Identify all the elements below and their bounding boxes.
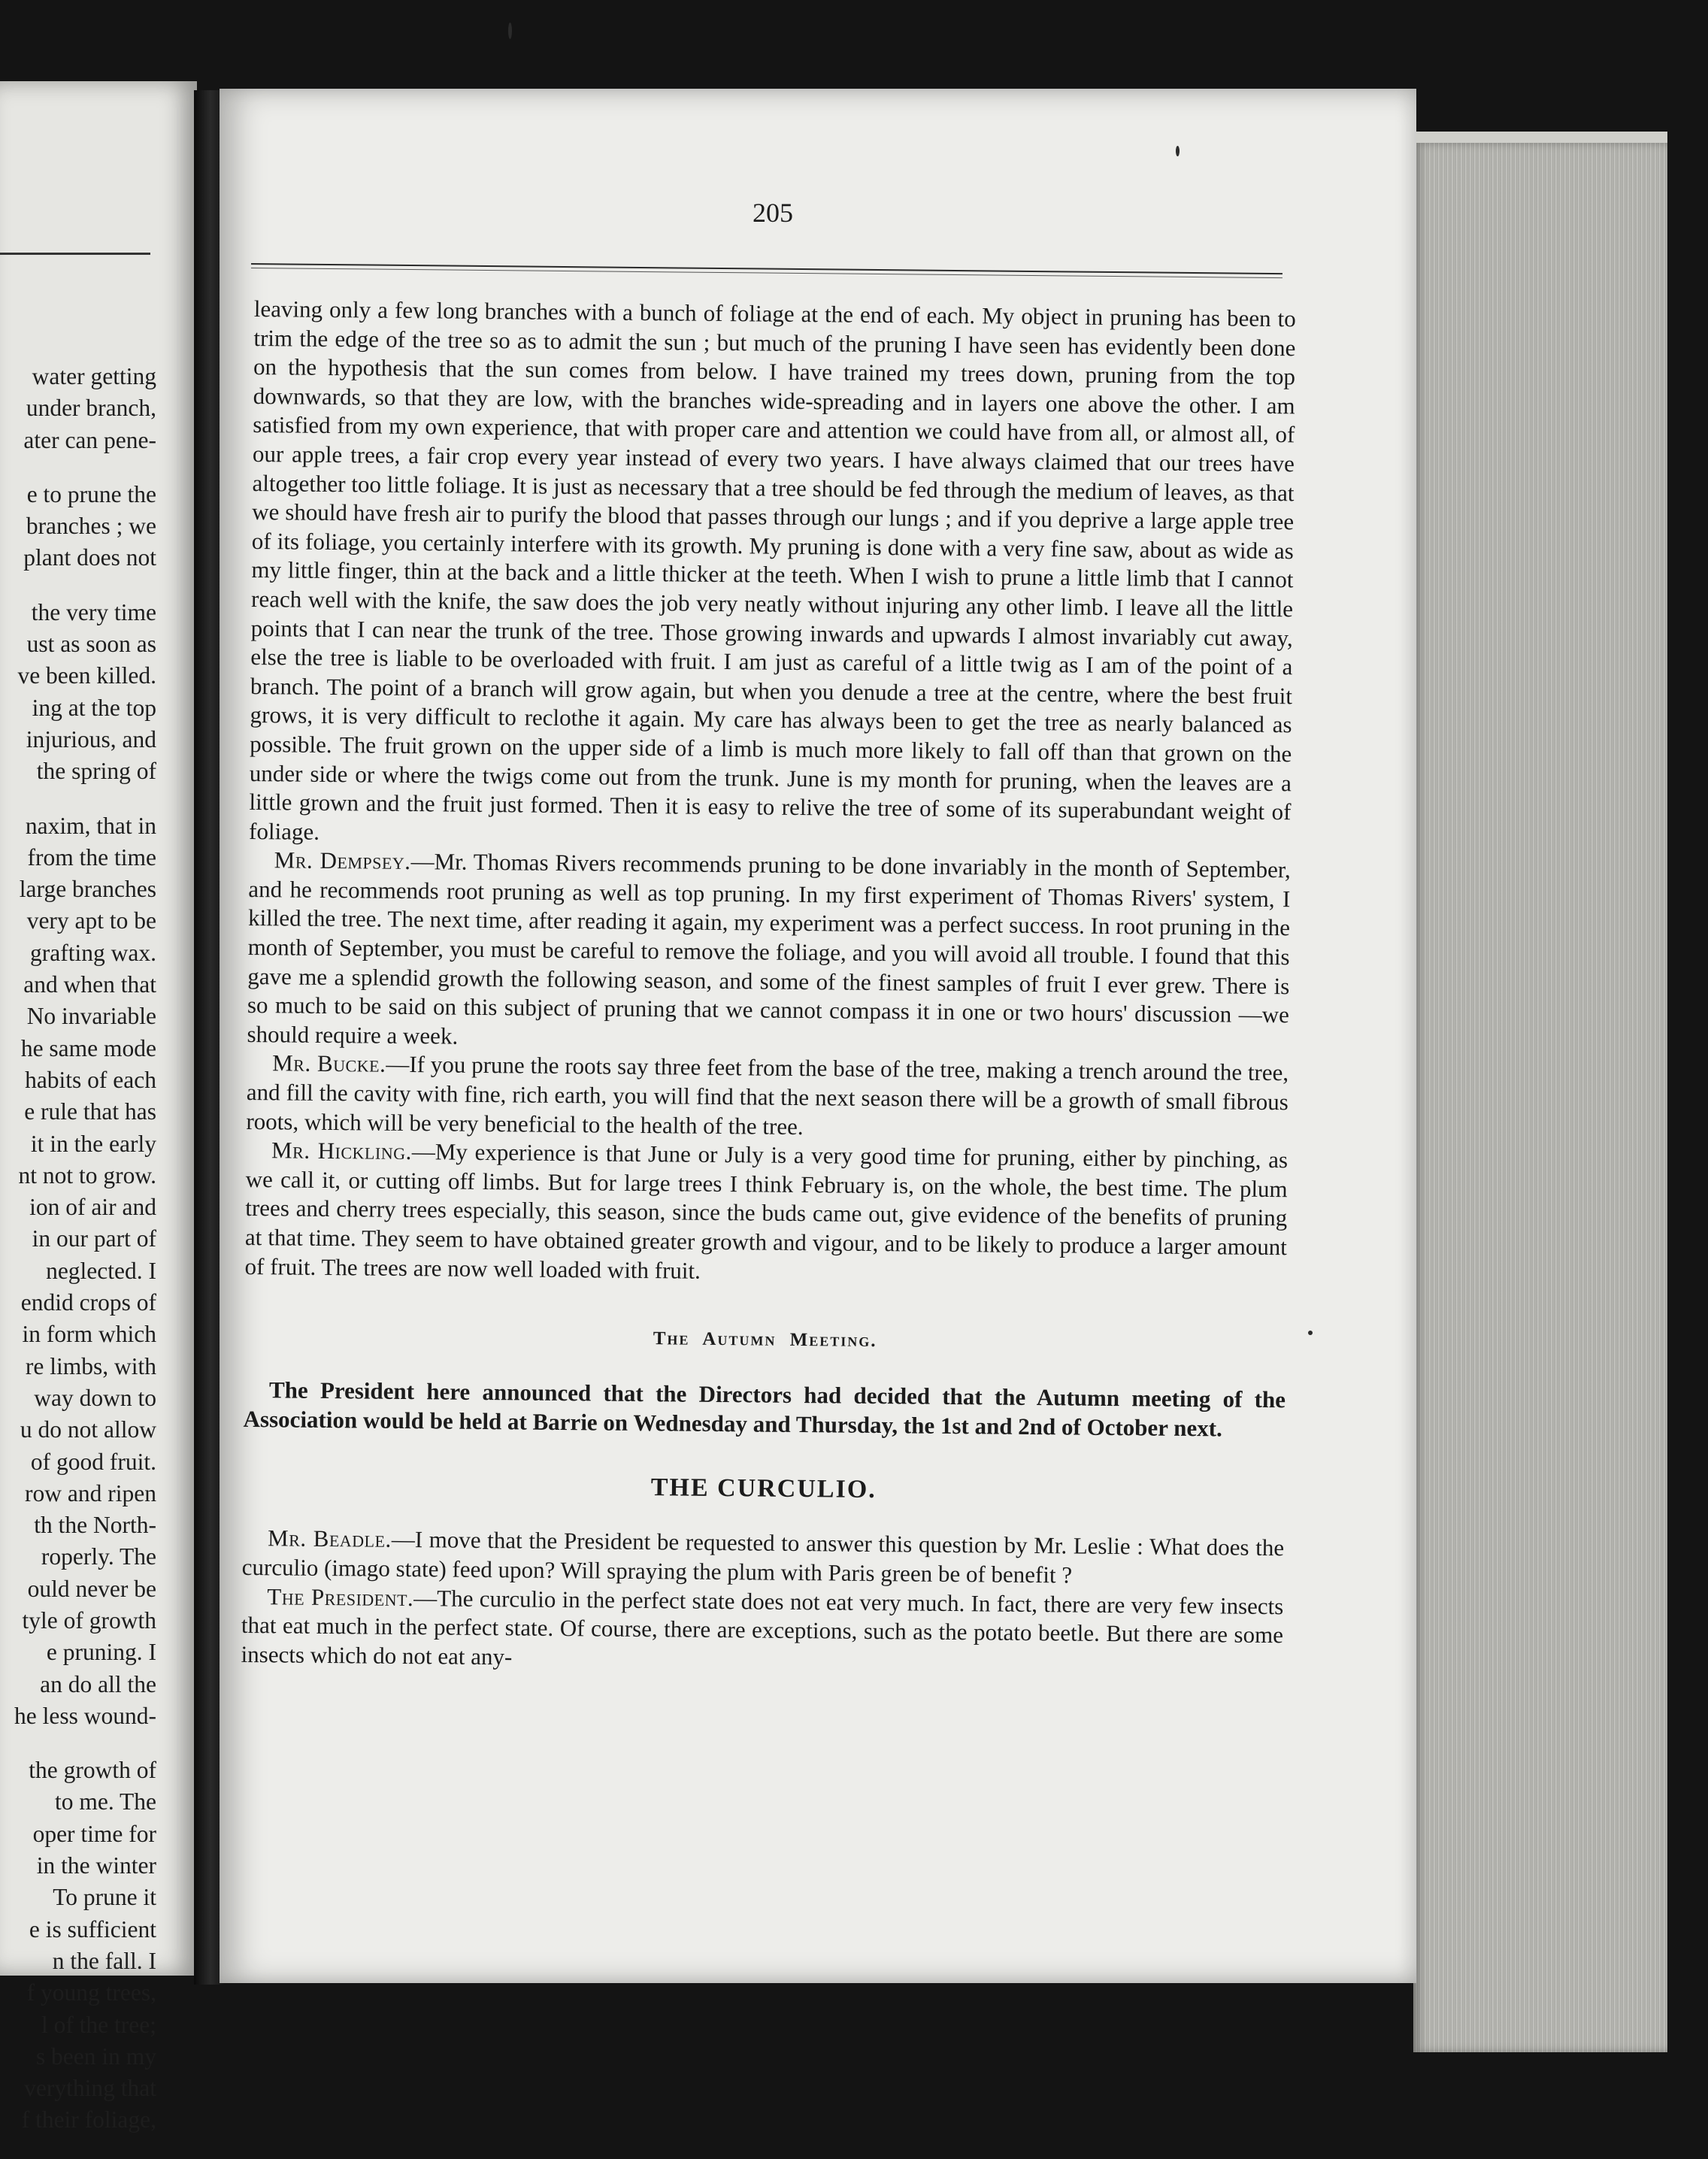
left-page-line: tyle of growth [22,1606,156,1634]
speaker-hickling: Mr. Hickling. [271,1137,413,1165]
heading-curculio: THE CURCULIO. [650,1473,877,1504]
left-page-line: from the time [27,843,156,871]
left-page-line: roperly. The [41,1543,156,1570]
left-page-line: ing at the top [32,694,156,721]
left-page-line: in our part of [32,1225,156,1252]
left-page-line: it in the early [30,1130,156,1157]
left-page-line: naxim, that in [25,812,156,839]
left-page-line: and when that [23,971,156,998]
scan-speck [1308,1331,1313,1335]
left-page-line: in form which [22,1321,156,1348]
paragraph-bucke [246,1049,1289,1146]
president-remark: —The curculio in the perfect state does not eat very much. In fact, there are very few insects that eat much in the perfect state. Of course, there are exceptions, such as the potato beetle. But there are some insects which do not eat any- [241,1584,1284,1670]
speaker-president: The President. [267,1582,414,1611]
paragraph-beadle [242,1524,1285,1591]
left-page-line: ater can pene- [23,426,156,453]
paragraph-autumn-announcement: The President here announced that the Directors had decided that the Autumn meeting of the Association would be held at Barrie on Wednesday and Thursday, the 1st and 2nd of October next. [243,1376,1286,1442]
left-page [0,81,197,2133]
left-page-line: to me. The [54,1788,156,1815]
left-page-line: under branch, [26,395,156,422]
left-page-line: To prune it [53,1884,156,1911]
left-page-line: f young trees, [26,1979,156,2006]
left-page-header-rule [0,253,150,255]
speaker-bucke: Mr. Bucke. [272,1049,386,1078]
left-page-line: nt not to grow. [18,1161,156,1189]
paragraph-pruning-experience: leaving only a few long branches with a bunch of foliage at the end of each. My object in pruning has been to trim the edge of the tree so as to admit the sun ; but much of the pruning I have seen has evidently been done on the hypothesis that the sun comes from below. I have trained my trees down, pruning from the top downwards, so that they are low, with the branches wide-spreading and in layers one above the other. I am satisfied from my own experience, that with proper care and attention we could have from all, or almost all, of our apple trees, a fair crop every year instead of every two years. I have always claimed that our trees have altogether too little foliage. It is just as necessary that a tree should be fed through the medium of leaves, as that we should have fresh air to purify the blood that passes through our lungs ; and if you deprive a large apple tree of its foliage, you certainly interfere with its growth. My pruning is done with a very fine saw, about as wide as my little finger, thin at the back and a little thicker at the teeth. When I wish to prune a little limb that I cannot reach well with the knife, the saw does the job very neatly without injuring any other limb. I leave all the little points that I can near the trunk of the tree. Those growing inwards and upwards I almost invariably cut away, else the tree is liable to be overloaded with fruit. I am just as careful of a little twig as I am of the point of a branch. The point of a branch will grow again, but when you denude a tree at the centre, where the best fruit grows, it is very difficult to reclothe it again. My care has always been to get the tree as nearly balanced as possible. The fruit grown on the upper side of a limb is much more likely to fall off than that grown on the under side or where the twigs come out from the trunk. June is my month for pruning, when the leaves are a little grown and the fruit just formed. Then it is easy to relive the tree of some of its superabundant weight of foliage. [248,295,1296,845]
left-page-line: very apt to be [26,907,156,934]
left-page-line [0,788,156,810]
left-page-line: n the fall. I [52,1947,156,1974]
page-number: 205 [753,198,793,228]
left-page-line: in the winter [36,1852,156,1879]
left-page-line: the spring of [36,758,156,785]
left-page-line: plant does not [23,544,156,571]
left-page-line: e pruning. I [46,1639,156,1666]
paragraph-dempsey [247,846,1291,1058]
left-page-line: he less wound- [14,1702,156,1729]
heading-autumn-meeting: The Autumn Meeting. [653,1328,877,1352]
left-page-line: the growth of [29,1757,156,1784]
speaker-dempsey: Mr. Dempsey. [274,846,411,875]
left-page-line: way down to [34,1384,156,1411]
left-page-line: ust as soon as [26,631,156,658]
left-page-line: neglected. I [46,1257,156,1284]
beadle-remark: —I move that the President be requested to answer this question by Mr. Leslie : What does the curculio (imago state) feed upon? Will spraying the plum with Paris green be of benefit ? [241,1526,1285,1588]
left-page-line: injurious, and [26,725,156,752]
left-page-line: e to prune the [26,480,156,507]
bucke-remark: —If you prune the roots say three feet from the base of the tree, making a trench around the tree, and fill the cavity with fine, rich earth, you will find that the next season there will be a growth of small fibrous roots, which will be very beneficial to the health of the tree. [246,1051,1289,1140]
left-page-line: the very time [31,598,156,625]
left-page-line: grafting wax. [30,939,156,966]
left-page-line: ve been killed. [17,662,156,689]
left-page-line: verything that [24,2075,156,2102]
left-page-line [0,1732,156,1755]
left-page-line: re limbs, with [25,1352,156,1379]
left-page-line: f their foliage, [21,2106,156,2133]
page-body [241,295,1295,1679]
left-page-line: ion of air and [29,1194,156,1221]
paragraph-president [241,1582,1283,1679]
left-page-line: endid crops of [20,1289,156,1316]
left-page-line: ould never be [27,1575,156,1602]
left-page-line: No invariable [26,1003,156,1030]
left-page-line: of good fruit. [30,1448,156,1475]
dempsey-remark: —Mr. Thomas Rivers recommends pruning to be done invariably in the month of September, and he recommends root pruning as well as top pruning. In my first experiment of Thomas Rivers' system, I killed the tree. The next time, after reading it again, my experiment was a perfect success. In root pruning in the month of September, you must be careful to remove the foliage, and you will avoid all trouble. I found that this gave me a splendid growth the following season, and some of the finest samples of fruit I ever grew. There is so much to be said on this subject of pruning that we cannot compass it in one or two hours' discussion —we should require a week. [247,848,1291,1049]
left-page-line: branches ; we [26,513,156,540]
left-page-line: s been in my [35,2042,156,2070]
left-page-line: he same mode [20,1034,156,1061]
left-page-line: th the North- [34,1512,156,1539]
scan-speck [508,23,512,39]
left-page-line: water getting [32,363,156,389]
left-page-line: u do not allow [20,1416,156,1443]
paragraph-hickling [244,1136,1288,1291]
left-page-line: e rule that has [24,1098,156,1125]
left-page-text [0,361,156,2136]
left-page-line: row and ripen [25,1479,156,1506]
left-page-line [0,456,156,479]
left-page-line: oper time for [32,1820,156,1847]
speaker-beadle: Mr. Beadle. [267,1525,392,1553]
left-page-line [0,574,156,597]
book-page-edges [1413,143,1667,2052]
left-page-line: e is sufficient [29,1915,156,1942]
left-page-line: habits of each [25,1066,156,1093]
scan-speck [1176,146,1180,156]
hickling-remark: —My experience is that June or July is a very good time for pruning, either by pinching, as we call it, or cutting off limbs. But for large trees I think February is, on the whole, the best time. The plum trees and cherry trees especially, this season, since the buds came out, give evidence of the benefits of pruning at that time. They seem to have obtained greater growth and vigour, and to be likely to produce a larger amount of fruit. The trees are now well loaded with fruit. [244,1138,1289,1284]
left-page-line: l of the tree; [41,2011,156,2038]
left-page-line: large branches [19,876,156,903]
left-page-line: an do all the [40,1670,156,1697]
